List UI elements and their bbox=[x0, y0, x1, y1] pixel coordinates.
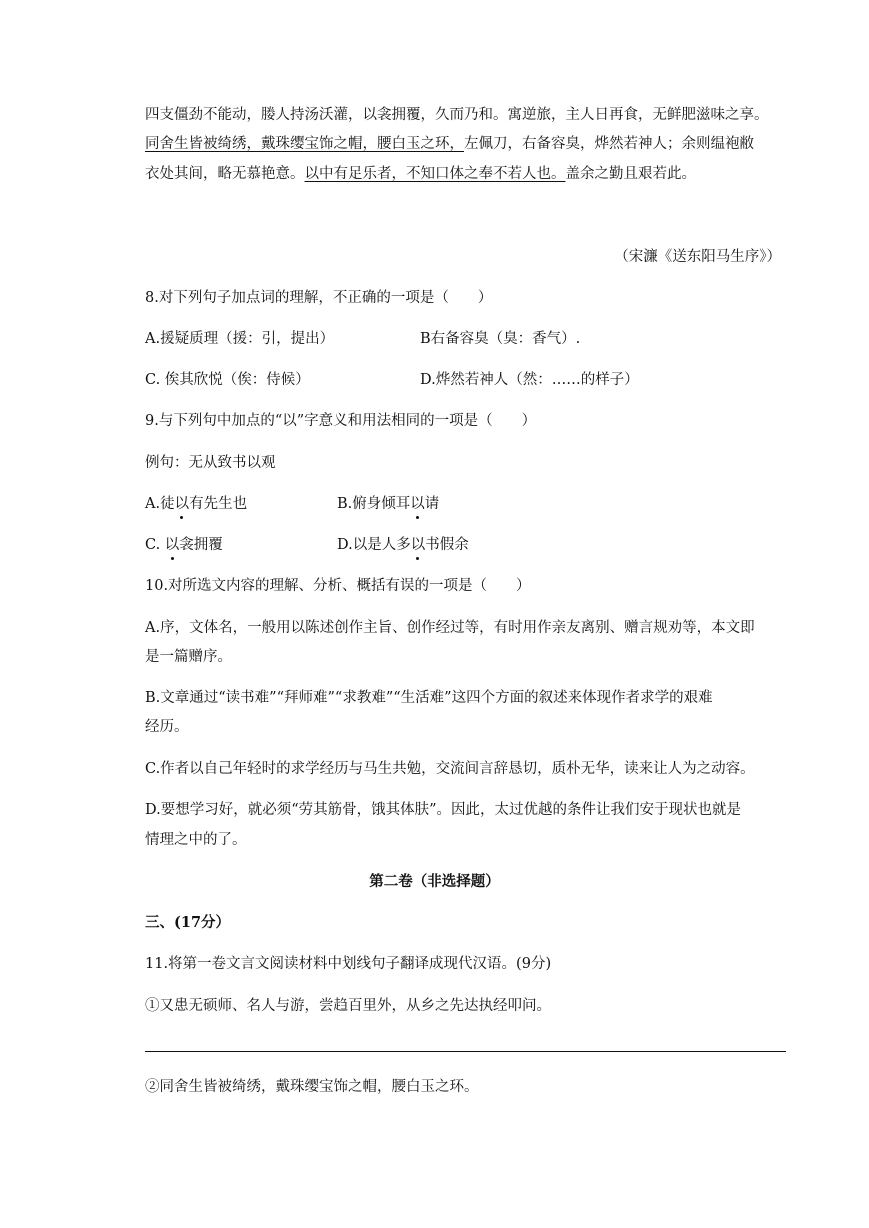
q10-option-b-line-1: B.文章通过“读书难”“拜师难”“求教难”“生活难”这四个方面的叙述来体现作者求学的艰难 bbox=[145, 690, 713, 706]
q9-stem: 9.与下列句中加点的“以”字意义和用法相同的一项是（ ） bbox=[145, 413, 537, 429]
q9-b-text-end: 请 bbox=[424, 496, 440, 512]
part-two-title: 第二卷（非选择题） bbox=[369, 873, 500, 890]
q9-c-text: C. bbox=[145, 537, 165, 553]
q11-item-1: ①又患无硕师、名人与游，尝趋百里外，从乡之先达执经叩问。 bbox=[145, 998, 551, 1014]
q10-stem: 10.对所选文内容的理解、分析、概括有误的一项是（ ） bbox=[145, 578, 531, 594]
underlined-sentence-2: 以中有足乐者，不知口体之奉不若人也。 bbox=[304, 166, 566, 182]
passage-line-3 bbox=[145, 164, 696, 184]
q9-b-dotted-char: 以 bbox=[410, 496, 425, 512]
q8-option-b: B右备容臭（臭：香气）. bbox=[420, 331, 581, 347]
q9-option-d bbox=[337, 535, 469, 555]
q8-stem: 8.对下列句子加点词的理解，不正确的一项是（ ） bbox=[145, 290, 493, 306]
q9-d-dotted-char: 以 bbox=[410, 537, 426, 553]
passage-line-3-end: 盖余之勤且艰若此。 bbox=[565, 166, 696, 182]
q11-stem: 11.将第一卷文言文阅读材料中划线句子翻译成现代汉语。(9分) bbox=[145, 956, 552, 972]
q9-c-text-end: 衾拥覆 bbox=[179, 537, 223, 553]
passage-source: （宋濂《送东阳马生序》） bbox=[614, 249, 781, 265]
q10-option-d-line-1: D.要想学习好，就必须“劳其筋骨，饿其体肤”。因此，太过优越的条件让我们安于现状也就是 bbox=[145, 802, 742, 818]
q9-c-dotted-char: 以 bbox=[164, 537, 180, 553]
q8-option-a: A.援疑质理（援：引，提出） bbox=[145, 331, 335, 347]
q8-option-d: D.烨然若神人（然：……的样子） bbox=[420, 372, 639, 388]
passage-line-3-start: 衣处其间，略无慕艳意。 bbox=[145, 166, 305, 182]
passage-line-2 bbox=[145, 134, 754, 154]
q10-option-d-line-2: 情理之中的了。 bbox=[145, 832, 247, 848]
section-three-heading: 三、(17分） bbox=[145, 914, 231, 931]
q9-option-c bbox=[145, 535, 223, 555]
q10-option-c: C.作者以自己年轻时的求学经历与马生共勉，交流间言辞恳切，质朴无华，读来让人为之动容。 bbox=[145, 761, 755, 777]
q9-d-text: D.以是人多 bbox=[337, 537, 411, 553]
q11-item-2: ②同舍生皆被绮绣，戴珠缨宝饰之帽，腰白玉之环。 bbox=[145, 1079, 479, 1095]
q10-option-a-line-1: A.序，文体名，一般用以陈述创作主旨、创作经过等，有时用作亲友离别、赠言规劝等，本文即 bbox=[145, 620, 755, 636]
q9-a-dotted-char: 以 bbox=[174, 496, 190, 512]
q9-option-b bbox=[337, 494, 439, 514]
q8-option-c: C. 俟其欣悦（俟：侍候） bbox=[145, 372, 310, 388]
q10-option-b-line-2: 经历。 bbox=[145, 719, 189, 735]
q9-b-text: B.俯身倾耳 bbox=[337, 496, 411, 512]
q10-option-a-line-2: 是一篇赠序。 bbox=[145, 649, 232, 665]
q9-option-a bbox=[145, 494, 247, 514]
passage-line-1: 四支僵劲不能动，媵人持汤沃灌，以衾拥覆，久而乃和。寓逆旅，主人日再食，无鲜肥滋味之享。 bbox=[145, 107, 769, 123]
answer-line[interactable] bbox=[145, 1051, 786, 1052]
passage-line-2-rest: 左佩刀，右备容臭，烨然若神人；余则缊袍敝 bbox=[464, 136, 754, 152]
q9-a-text: A.徒 bbox=[145, 496, 175, 512]
q9-a-text-end: 有先生也 bbox=[189, 496, 248, 512]
underlined-sentence-1: 同舍生皆被绮绣，戴珠缨宝饰之帽，腰白玉之环， bbox=[145, 136, 464, 152]
q9-d-text-end: 书假余 bbox=[425, 537, 469, 553]
q9-example: 例句：无从致书以观 bbox=[145, 455, 276, 471]
